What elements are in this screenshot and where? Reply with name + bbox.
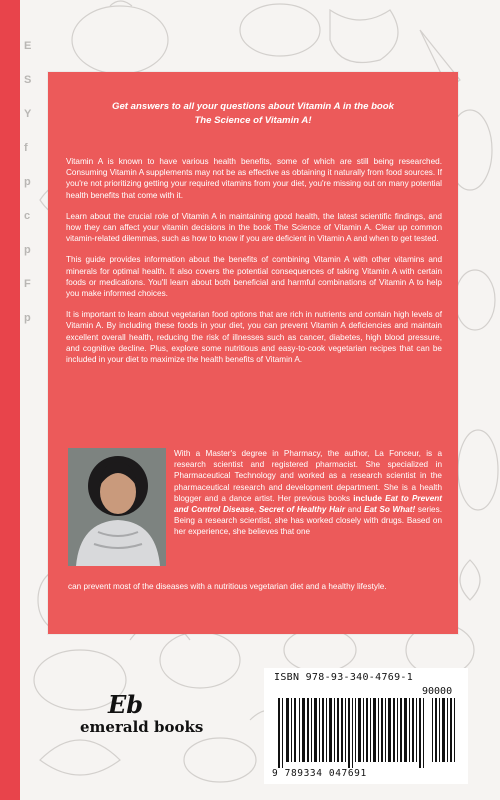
headline bbox=[48, 100, 458, 128]
blurb-paragraph: It is important to learn about vegetarian food options that are rich in nutrients and contain high levels of Vitamin A. By including these foods in your diet, you can prevent Vitamin A deficiencies and maintain excellent overall health, reducing the risk of illnesses such as cancer, diabetes, high blood pressure, and cognitive decline. Plus, explore some nutritious and easy-to-cook vegetarian recipes that can be included in your diet to maximize the health benefits of Vitamin A. bbox=[66, 310, 442, 365]
headline-line-2: The Science of Vitamin A! bbox=[194, 115, 312, 126]
barcode-bars bbox=[272, 698, 460, 768]
book-title: Eat So What! bbox=[363, 505, 416, 515]
blurb-paragraph: Learn about the crucial role of Vitamin A in maintaining good health, the latest scientific findings, and how they can affect your vitamin decisions in the book The Science of Vitamin A. Clear up common vitamin-related dilemmas, such as how to know if you are deficient in Vitamin A and when to get tested. bbox=[66, 211, 442, 244]
isbn-number: ISBN 978-93-340-4769-1 bbox=[274, 672, 414, 683]
price-code: 90000 bbox=[422, 686, 453, 697]
spine-strip bbox=[0, 0, 20, 800]
publisher-logo-mark: Eb bbox=[108, 690, 144, 719]
author-bio-include: include bbox=[353, 493, 386, 503]
side-letter-column bbox=[24, 40, 38, 346]
book-separator: and bbox=[345, 505, 364, 515]
barcode-digits: 9 789334 047691 bbox=[272, 768, 367, 779]
side-letter: Y bbox=[24, 108, 32, 120]
blurb-paragraph: This guide provides information about the benefits of combining Vitamin A with other vitamins and minerals for optimal health. It also covers the potential consequences of taking Vitamin A with certain foods or medications. You'll learn about both beneficial and harmful combinations of Vitamin A to help you make informed choices. bbox=[66, 255, 442, 299]
author-photo bbox=[68, 448, 166, 566]
blurb-panel bbox=[48, 72, 458, 634]
author-bio-continued: can prevent most of the diseases with a nutritious vegetarian diet and a healthy lifestyle. bbox=[68, 582, 387, 591]
blurb-body bbox=[66, 156, 442, 375]
author-bio-text: With a Master's degree in Pharmacy, the author, La Fonceur, is a research scientist and registered pharmacist. She specialized in Pharmaceutical Technology and worked as a research scientist in the pharmaceutical research and development department. She is a health blogger and a dance artist. Her previous books bbox=[174, 449, 442, 503]
side-letter: E bbox=[24, 40, 32, 52]
side-letter: p bbox=[24, 244, 31, 256]
side-letter: f bbox=[24, 142, 28, 154]
isbn-barcode bbox=[264, 668, 468, 784]
blurb-paragraph: Vitamin A is known to have various health benefits, some of which are still being researched. Consuming Vitamin A supplements may not be as effective as obtaining it naturally from food sources. If you're not prioritizing getting your required vitamins from your diet, you're missing out on many potential health benefits that come with it. bbox=[66, 157, 442, 200]
publisher-logo bbox=[80, 692, 230, 736]
side-letter: p bbox=[24, 312, 31, 324]
author-bio bbox=[174, 448, 442, 538]
book-separator: , bbox=[253, 505, 259, 515]
headline-line-1: Get answers to all your questions about Vitamin A in the book bbox=[112, 101, 394, 112]
side-letter: S bbox=[24, 74, 32, 86]
side-letter: p bbox=[24, 176, 31, 188]
book-title: Secret of Healthy Hair bbox=[258, 505, 346, 515]
side-letter: F bbox=[24, 278, 31, 290]
book-title: Eat to Prevent and Control Disease bbox=[174, 493, 442, 515]
side-letter: c bbox=[24, 210, 31, 222]
publisher-name: emerald books bbox=[80, 718, 204, 736]
author-bio-text: series. Being a research scientist, she has worked closely with drugs. Based on her experience, she believes that one bbox=[174, 505, 442, 537]
